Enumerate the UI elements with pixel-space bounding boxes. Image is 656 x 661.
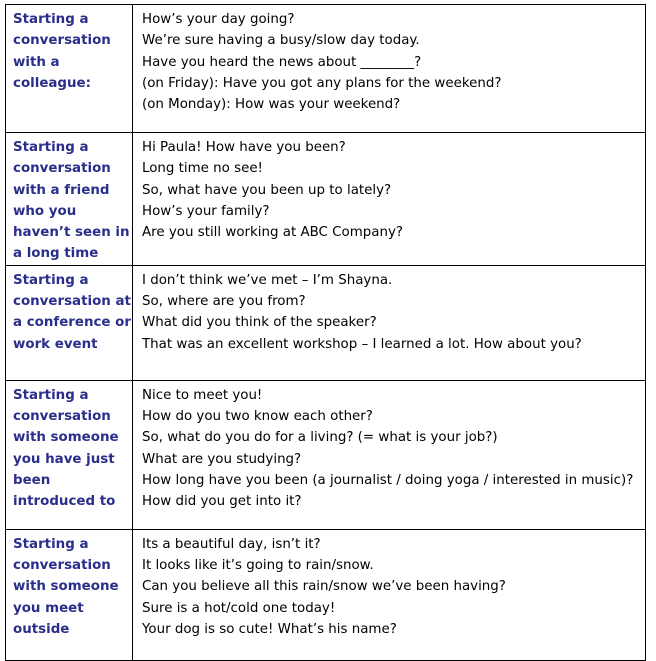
topic-line: Starting a [13,536,89,552]
phrase: How’s your day going? [142,12,295,27]
phrase: We’re sure having a busy/slow day today. [142,33,420,49]
phrase: Can you believe all this rain/snow we’ve been having? [142,579,506,595]
phrases-cell [133,529,646,660]
topic-line: Starting a [13,272,89,288]
phrase: So, what do you do for a living? (= what is your job?) [142,430,498,446]
topic-line: work event [13,336,98,352]
topic-line: conversation [13,33,111,49]
phrase: Your dog is so cute! What’s his name? [142,621,397,637]
topic-line: who you [13,203,77,219]
topic-line: conversation [13,161,111,177]
conversation-starters-table [5,4,646,661]
topic-line: haven’t seen in [13,225,130,241]
topic-line: with a [13,54,60,70]
topic-line: Starting a [13,12,89,27]
phrase: How’s your family? [142,203,270,219]
topic-cell [6,265,133,380]
phrases-cell [133,5,646,133]
phrase: Hi Paula! How have you been? [142,140,346,155]
phrase: What did you think of the speaker? [142,315,377,331]
phrases-cell [133,265,646,380]
topic-line: with a friend [13,182,110,198]
phrase: That was an excellent workshop – I learned a lot. How about you? [142,336,582,352]
topic-line: a conference or [13,315,131,331]
topic-line: Starting a [13,387,89,403]
topic-line: colleague: [13,75,91,91]
topic-line: Starting a [13,140,89,155]
phrase: (on Monday): How was your weekend? [142,97,401,113]
topic-line: with someone [13,430,119,446]
phrase: So, what have you been up to lately? [142,182,392,198]
phrase: How do you two know each other? [142,409,373,425]
phrase: What are you studying? [142,451,302,467]
table-row [6,380,646,529]
topic-line: outside [13,621,70,637]
topic-line: you meet [13,600,84,616]
topic-line: you have just [13,451,115,467]
phrase: How long have you been (a journalist / doing yoga / interested in music)? How did you get into it? [142,472,634,510]
topic-line: conversation [13,558,111,574]
phrase: I don’t think we’ve met – I’m Shayna. [142,272,393,288]
table-row [6,133,646,266]
topic-line: with someone [13,579,119,595]
phrase: Nice to meet you! [142,387,263,403]
table-row [6,265,646,380]
phrase: So, where are you from? [142,294,306,310]
phrase: (on Friday): Have you got any plans for the weekend? [142,75,502,91]
topic-cell [6,380,133,529]
topic-cell [6,5,133,133]
topic-line: conversation at [13,294,131,310]
phrase: Have you heard the news about ________? [142,54,422,70]
topic-line: been [13,472,51,488]
phrase: Sure is a hot/cold one today! [142,600,336,616]
table-row [6,5,646,133]
topic-line: a long time [13,246,99,262]
phrase: Its a beautiful day, isn’t it? [142,536,321,552]
phrase: It looks like it’s going to rain/snow. [142,558,374,574]
topic-line: conversation [13,409,111,425]
table-row [6,529,646,660]
phrase: Long time no see! [142,161,263,177]
topic-line: introduced to [13,494,116,510]
topic-cell [6,133,133,266]
phrases-cell [133,380,646,529]
topic-cell [6,529,133,660]
phrases-cell [133,133,646,266]
phrase: Are you still working at ABC Company? [142,225,403,241]
